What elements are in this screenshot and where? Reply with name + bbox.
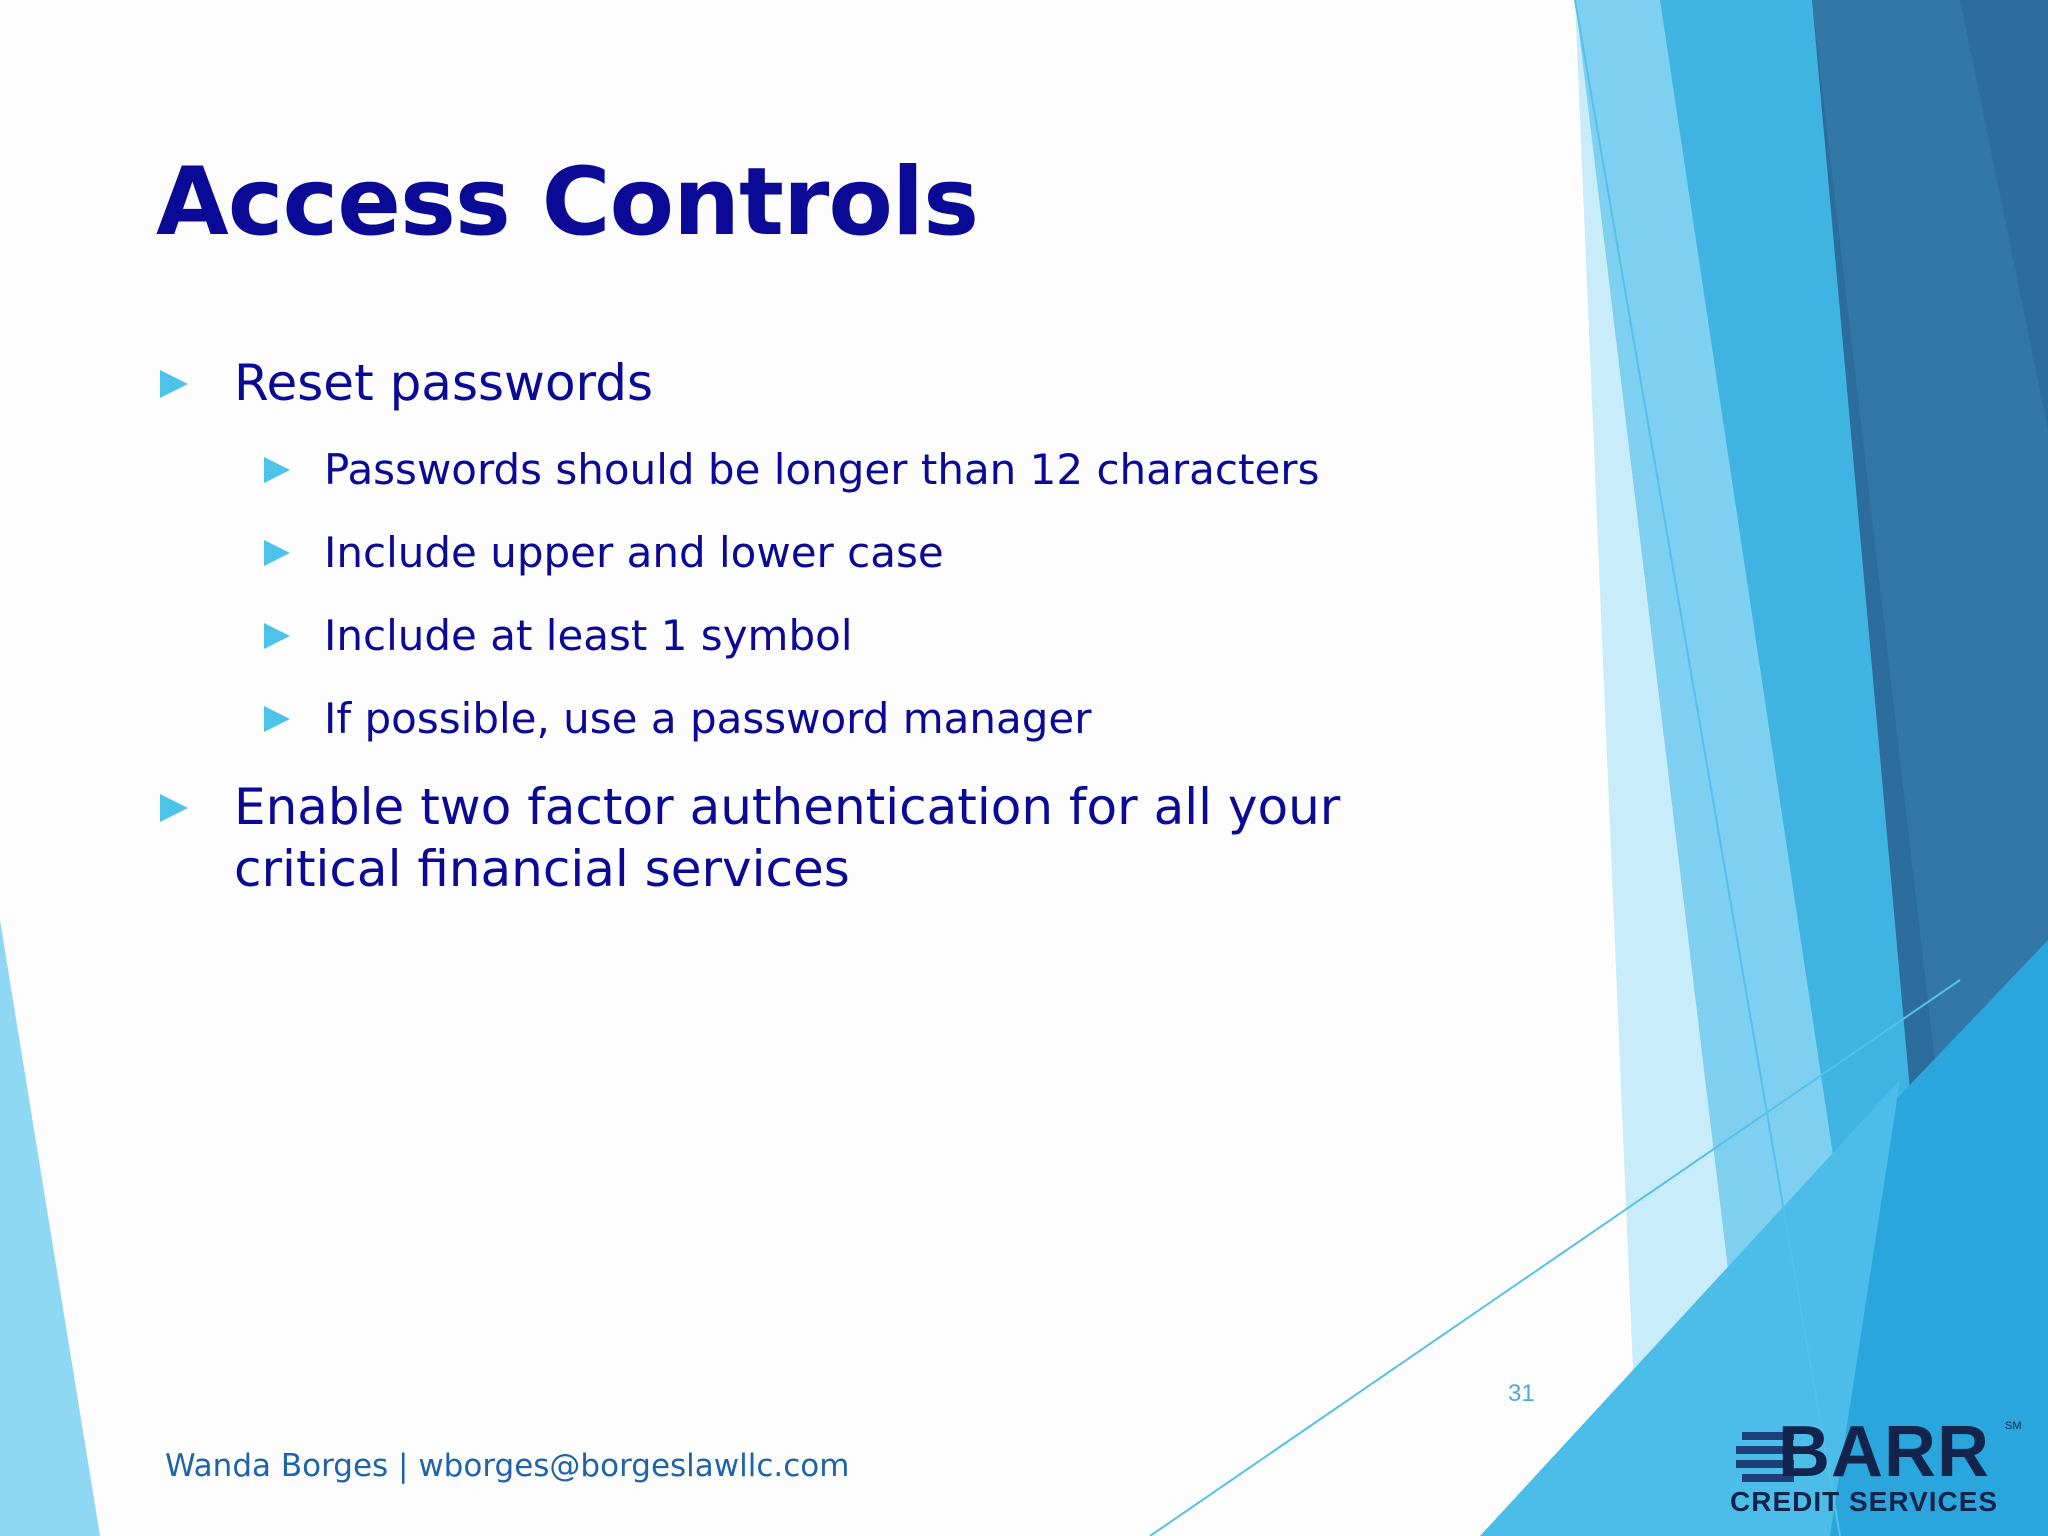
left-accent-shape — [0, 920, 100, 1536]
bullet-item — [324, 610, 853, 662]
bullet-text: If possible, use a password manager — [324, 694, 1092, 743]
bullet-item — [324, 444, 1319, 496]
slide-title: Access Controls — [156, 148, 979, 257]
bullet-list — [0, 0, 1500, 1000]
logo-wordmark: BARR — [1778, 1412, 1990, 1492]
bullet-text: Enable two factor authentication for all your critical financial services — [234, 778, 1341, 898]
bullet-item — [234, 776, 1414, 900]
bullet-item — [234, 352, 653, 414]
triangle-bullet-icon — [160, 370, 188, 398]
bullet-item — [324, 693, 1091, 745]
bullet-text: Reset passwords — [234, 354, 653, 412]
bullet-text: Include at least 1 symbol — [324, 611, 853, 660]
triangle-bullet-icon — [264, 623, 290, 649]
footer-contact: Wanda Borges | wborges@borgeslawllc.com — [165, 1448, 850, 1484]
logo-service-mark: SM — [2005, 1420, 2022, 1432]
barr-credit-services-logo — [1730, 1412, 2022, 1523]
triangle-bullet-icon — [160, 794, 188, 822]
triangle-bullet-icon — [264, 706, 290, 732]
bullet-text: Include upper and lower case — [324, 528, 944, 577]
bullet-item — [324, 527, 944, 579]
bullet-text: Passwords should be longer than 12 characters — [324, 445, 1320, 494]
page-number: 31 — [1508, 1380, 1535, 1407]
logo-tagline: CREDIT SERVICES — [1730, 1486, 1999, 1517]
triangle-bullet-icon — [264, 457, 290, 483]
triangle-bullet-icon — [264, 540, 290, 566]
